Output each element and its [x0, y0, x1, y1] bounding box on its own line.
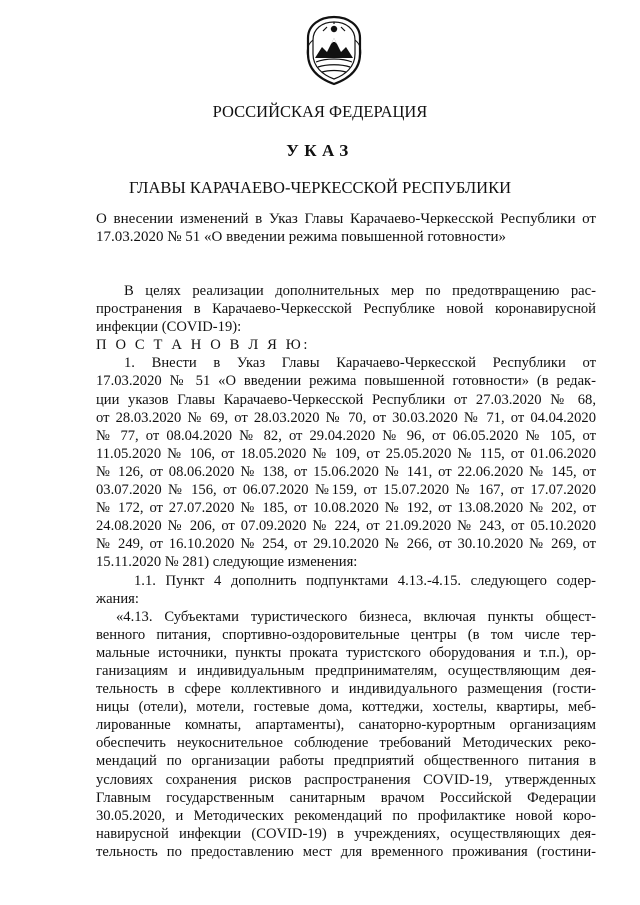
body-line: инфекции (COVID-19): [96, 319, 242, 336]
body-line: 17.03.2020 № 51 «О введении режима повышенной готовности» (в редак- [96, 373, 596, 390]
issuer-title: ГЛАВЫ КАРАЧАЕВО-ЧЕРКЕССКОЙ РЕСПУБЛИКИ [128, 178, 512, 197]
body-line: пространения в Карачаево-Черкесской Республике новой коронавирусной [96, 301, 596, 318]
body-line: Главным государственным санитарным врачом Российской Федерации [96, 789, 596, 806]
body-line: 11.05.2020 № 106, от 18.05.2020 № 109, от 25.05.2020 № 115, от 01.06.2020 [96, 445, 596, 462]
body-line: 1.1. Пункт 4 дополнить подпунктами 4.13.-4.15. следующего содер- [134, 572, 596, 589]
body-line: 30.05.2020, и Методических рекомендаций по профилактике новой коро- [96, 807, 596, 824]
body-line: навирусной инфекции (COVID-19) в учреждениях, осуществляющих дея- [96, 825, 596, 842]
body-line: ганизациям и индивидуальным предпринимателям, осуществляющим дея- [96, 662, 596, 679]
body-line: мендаций по организации работы предприятий общественного питания в [96, 753, 596, 770]
resolution-heading: П О С Т А Н О В Л Я Ю: [96, 337, 311, 354]
decree-subject [96, 210, 596, 246]
body-line: венного питания, спортивно-оздоровительные центры (в том числе тер- [96, 626, 596, 643]
body-line: «4.13. Субъектами туристического бизнеса, включая пункты общест- [116, 608, 596, 625]
body-line: № 126, от 08.06.2020 № 138, от 15.06.2020 № 141, от 22.06.2020 № 145, от [96, 463, 596, 480]
country-title: РОССИЙСКАЯ ФЕДЕРАЦИЯ [212, 102, 428, 121]
body-line: 03.07.2020 № 156, от 06.07.2020 №159, от 15.07.2020 № 167, от 17.07.2020 [96, 482, 596, 499]
body-line: тельность в сфере коллективного и индивидуального размещения (гости- [96, 681, 596, 698]
body-line: условиях сохранения рисков распространения COVID-19, утвержденных [96, 771, 596, 788]
body-line: тельность по предоставлению мест для временного проживания (гостини- [96, 843, 596, 860]
document-type-title: УКАЗ [286, 141, 354, 160]
body-line: № 249, от 16.10.2020 № 254, от 29.10.2020 № 266, от 30.10.2020 № 269, от [96, 536, 596, 553]
body-line: № 172, от 27.07.2020 № 185, от 10.08.2020 № 192, от 13.08.2020 № 202, от [96, 500, 596, 517]
body-line: обеспечить неукоснительное соблюдение требований Методических реко- [96, 735, 596, 752]
body-line: от 28.03.2020 № 69, от 28.03.2020 № 70, от 30.03.2020 № 71, от 04.04.2020 [96, 409, 596, 426]
body-line: жания: [96, 590, 139, 607]
body-line: 1. Внести в Указ Главы Карачаево-Черкесской Республики от [124, 355, 596, 372]
body-line: ции указов Главы Карачаево-Черкесской Республики от 27.03.2020 № 68, [96, 391, 596, 408]
body-line: лированные комнаты, апартаменты), санаторно-курортным организациям [96, 717, 596, 734]
body-line: В целях реализации дополнительных мер по предотвращению рас- [124, 283, 596, 299]
body-line: ницы (отели), мотели, гостевые дома, коттеджи, хостелы, квартиры, меб- [96, 699, 596, 716]
subject-line: О внесении изменений в Указ Главы Карачаево-Черкесской Республики от [96, 211, 596, 227]
body-line: мальные источники, пункты проката туристского оборудования и т.п.), ор- [96, 644, 596, 661]
body-line: 24.08.2020 № 206, от 07.09.2020 № 224, от 21.09.2020 № 243, от 05.10.2020 [96, 518, 596, 535]
subject-line: 17.03.2020 № 51 «О введении режима повышенной готовности» [96, 229, 507, 246]
body-line: № 77, от 08.04.2020 № 82, от 29.04.2020 № 96, от 06.05.2020 № 105, от [96, 427, 596, 444]
coat-of-arms-icon [302, 14, 366, 86]
decree-body [96, 282, 596, 861]
body-line: 15.11.2020 № 281) следующие изменения: [96, 554, 358, 571]
